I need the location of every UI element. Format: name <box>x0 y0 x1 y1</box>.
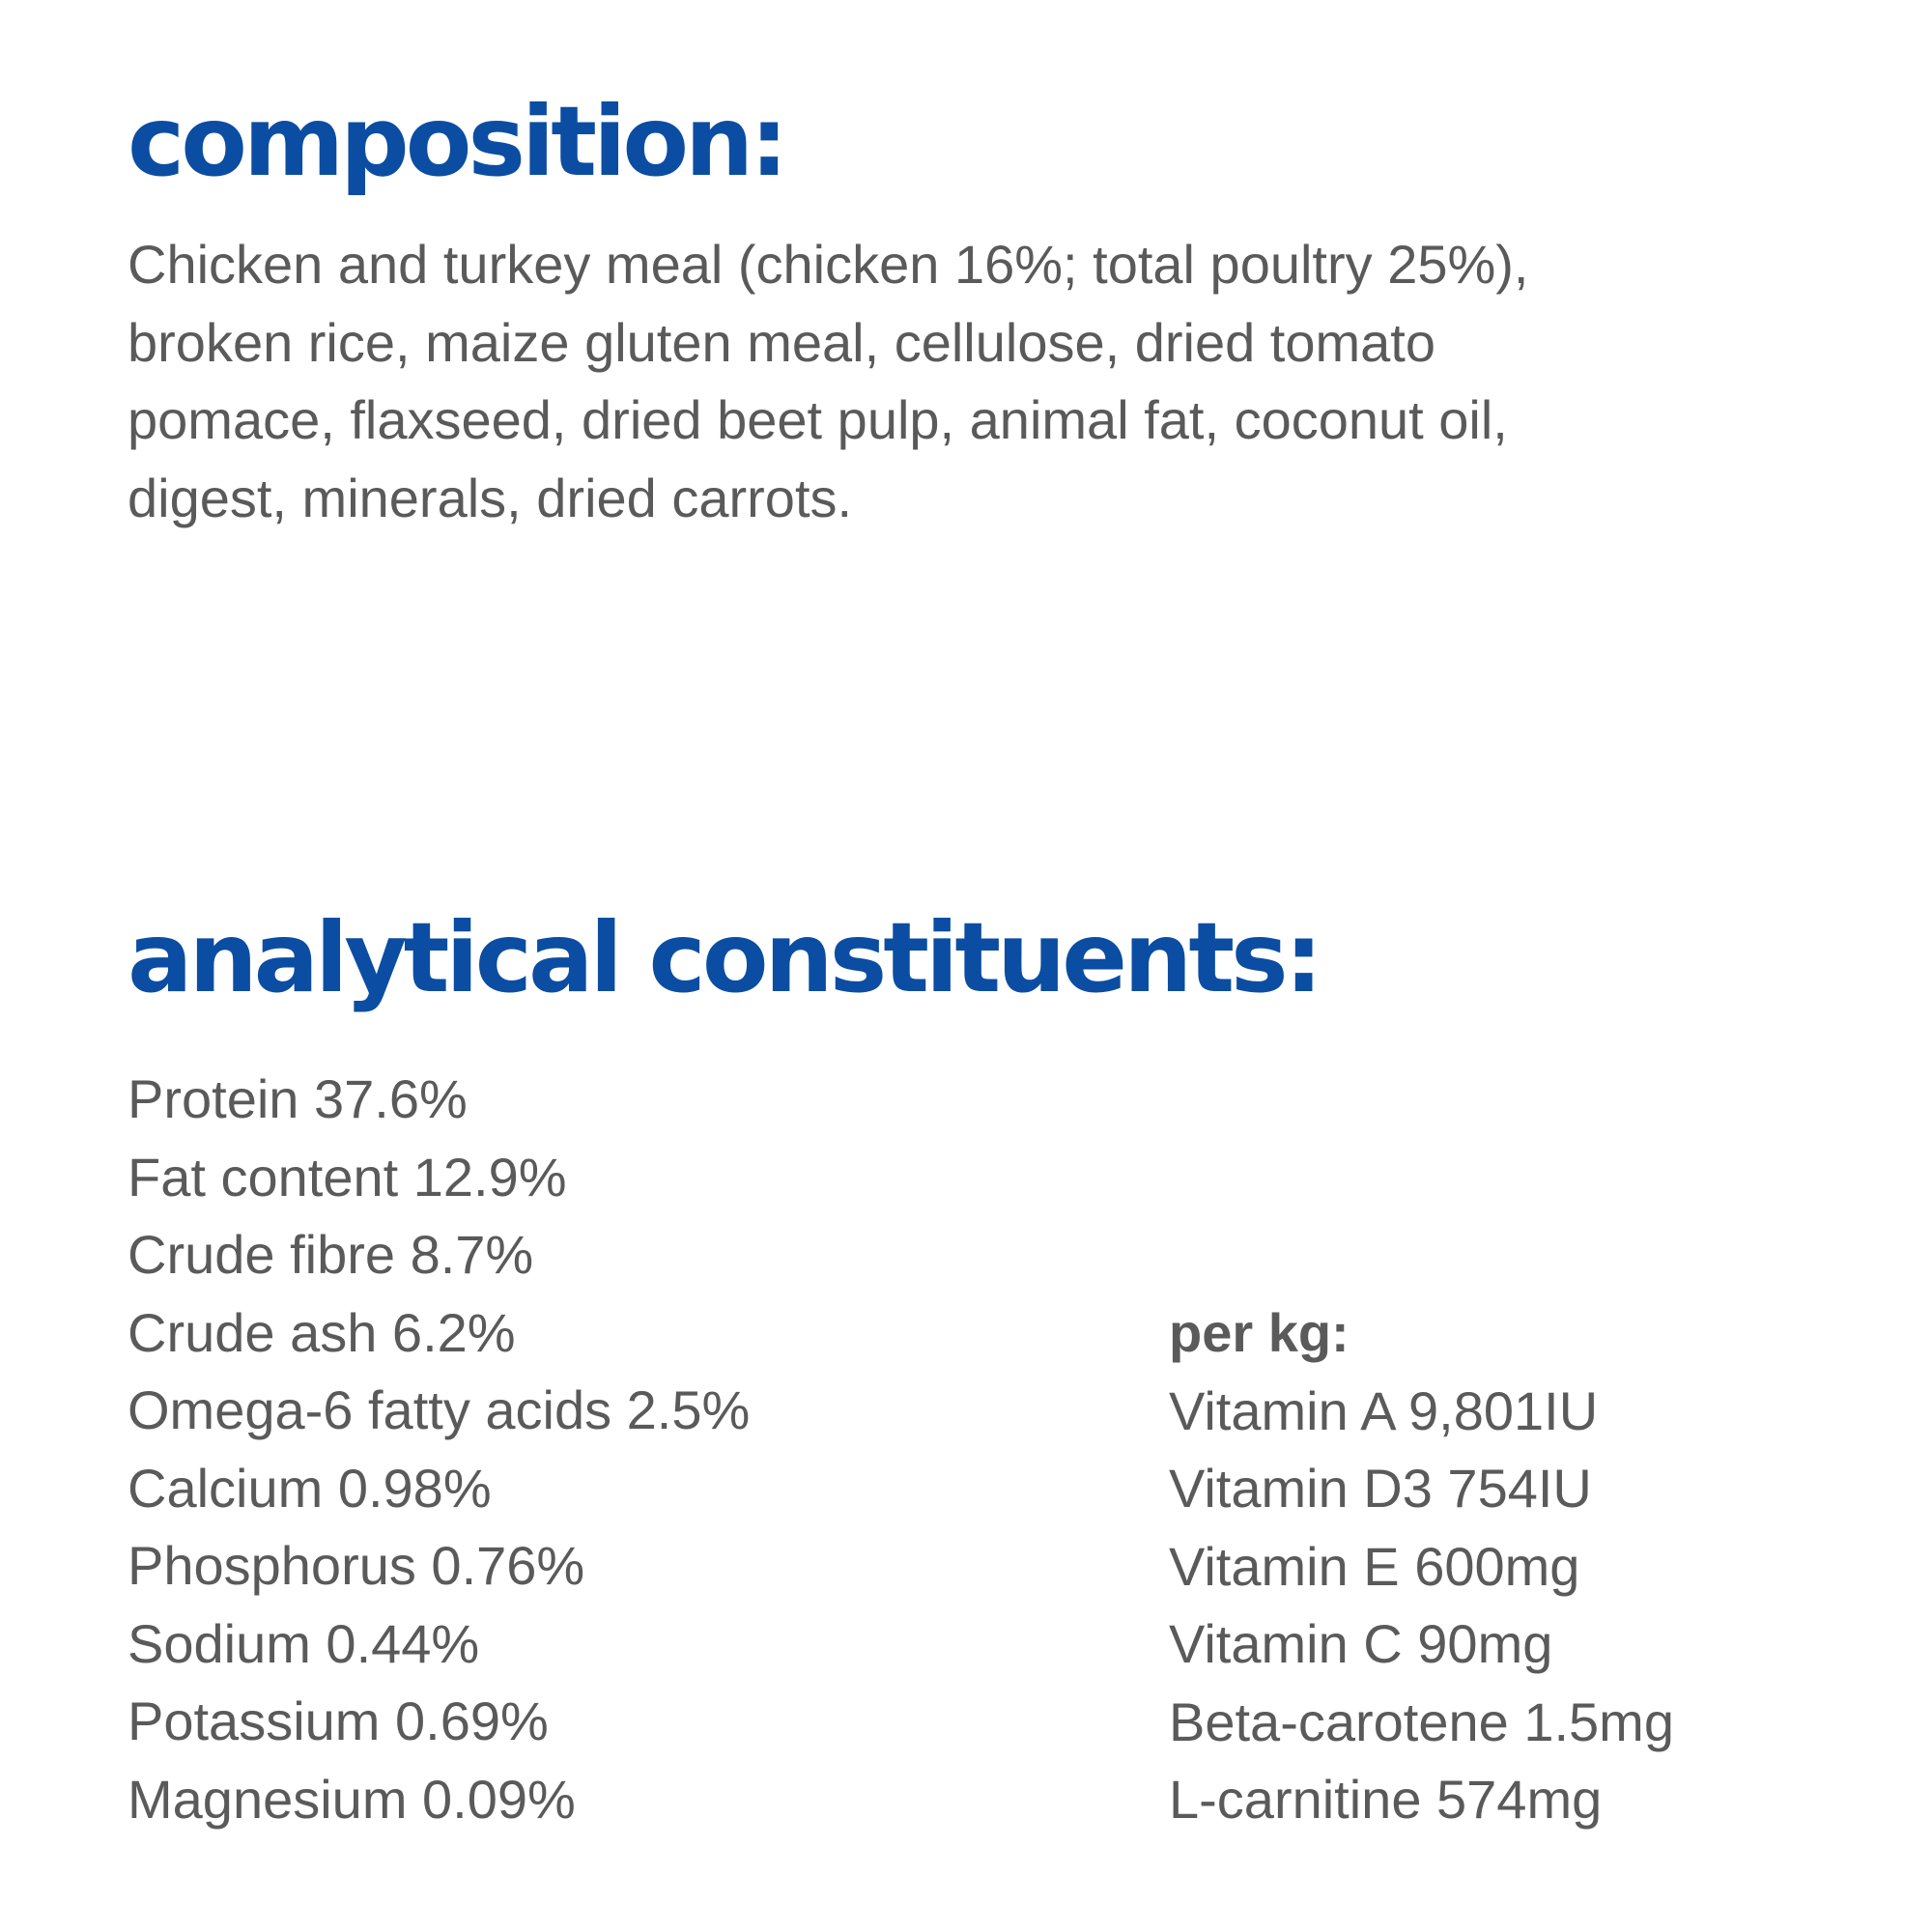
composition-heading: composition: <box>128 85 785 198</box>
per-kg-item: Beta-carotene 1.5mg <box>1169 1690 1674 1752</box>
per-kg-item: Vitamin C 90mg <box>1169 1613 1553 1674</box>
composition-line: Chicken and turkey meal (chicken 16%; total poultry 25%), <box>128 234 1529 295</box>
per-kg-item: Vitamin A 9,801IU <box>1169 1379 1599 1441</box>
constituent-item: Magnesium 0.09% <box>128 1768 576 1830</box>
constituent-item: Crude ash 6.2% <box>128 1301 516 1363</box>
composition-line: pomace, flaxseed, dried beet pulp, animal fat, coconut oil, <box>128 389 1508 450</box>
constituent-item: Crude fibre 8.7% <box>128 1224 534 1285</box>
per-kg-item: L-carnitine 574mg <box>1169 1769 1603 1830</box>
constituent-item: Calcium 0.98% <box>128 1457 492 1519</box>
constituent-item: Omega-6 fatty acids 2.5% <box>128 1379 751 1440</box>
per-kg-list <box>1169 1294 1674 1839</box>
composition-line: digest, minerals, dried carrots. <box>128 467 853 528</box>
constituent-item: Protein 37.6% <box>128 1068 468 1129</box>
per-kg-item: Vitamin E 600mg <box>1169 1535 1580 1597</box>
constituent-item: Fat content 12.9% <box>128 1146 567 1208</box>
composition-line: broken rice, maize gluten meal, cellulose, dried tomato <box>128 311 1436 373</box>
constituent-item: Potassium 0.69% <box>128 1690 549 1751</box>
constituent-item: Phosphorus 0.76% <box>128 1535 585 1596</box>
composition-text <box>128 226 1847 537</box>
analytical-constituents-heading: analytical constituents: <box>128 901 1320 1014</box>
per-kg-item: Vitamin D3 754IU <box>1169 1458 1592 1519</box>
per-kg-label: per kg: <box>1169 1302 1350 1363</box>
constituents-list <box>128 1061 750 1838</box>
constituent-item: Sodium 0.44% <box>128 1612 480 1674</box>
